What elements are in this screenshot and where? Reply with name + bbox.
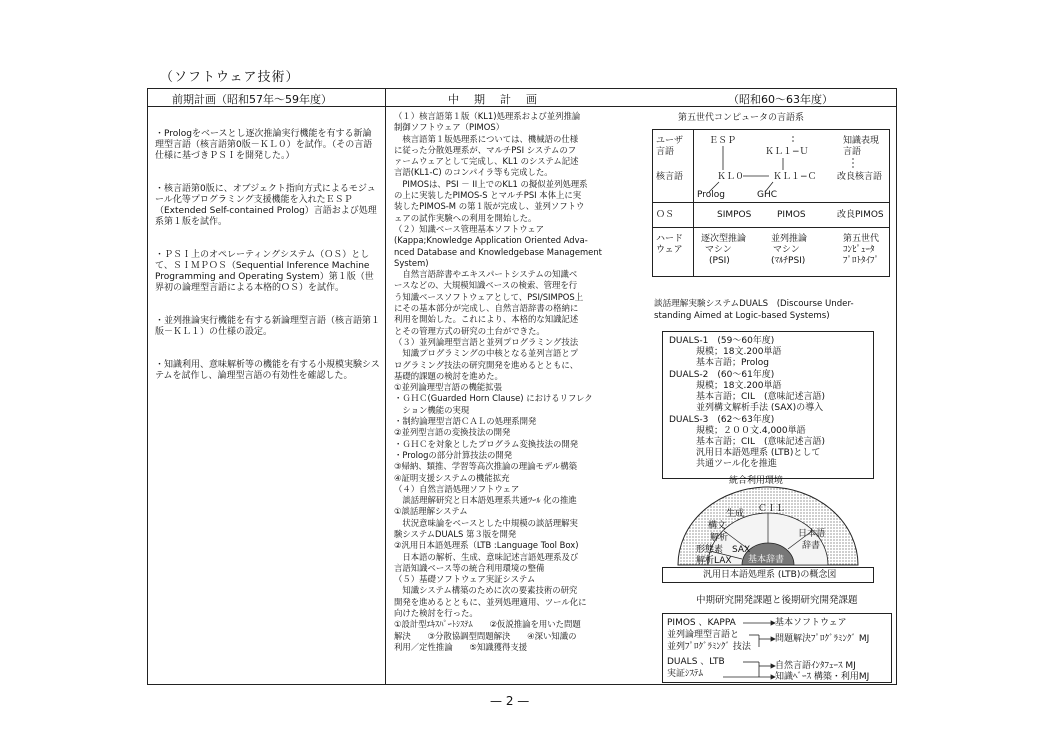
middle-line: にその基本部分が完成し、自然言語辞書の格納に xyxy=(394,303,579,314)
ltb-gen: 生成 xyxy=(726,509,745,519)
middle-line: （５）基礎ソフトウェア実証システム xyxy=(394,574,536,585)
middle-line: 開発を進めるとともに、並列処理適用、ツール化に xyxy=(394,596,587,607)
duals-line: 基本言語；CIL (意味記述言語) xyxy=(669,437,825,447)
midterm-left: 並列ﾌﾟﾛｸﾞﾗﾐﾝｸﾞ 技法 xyxy=(667,642,751,652)
middle-line: ②並列型言語の変換技法の開発 xyxy=(394,427,511,438)
column-divider xyxy=(385,89,386,684)
lang-table xyxy=(652,129,890,277)
midterm-right: 問題解決ﾌﾟﾛｸﾞﾗﾐﾝｸﾞ MJ xyxy=(775,634,870,644)
duals-title-1: 談話理解実験システムDUALS (Discourse Under- xyxy=(654,299,854,309)
lang-arrows xyxy=(653,130,891,278)
row-core: 核言語 xyxy=(656,172,684,182)
fifth-gen-2: ｺﾝﾋﾟｭｰﾀ xyxy=(843,245,875,255)
improved-pimos-label: 改良PIMOS xyxy=(837,210,884,220)
middle-line: 向けた検討を行った。 xyxy=(394,608,478,619)
middle-line: （２）知識ベース管理基本ソフトウェア xyxy=(394,223,544,234)
middle-line: ①設計型ｴｷｽﾊﾟｰﾄｼｽﾃﾑ ②仮説推論を用いた問題 xyxy=(394,619,581,630)
left-item: ・並列推論実行機能を有する新論理型言語（核言語第１版－ＫＬ１）の仕様の設定。 xyxy=(155,316,381,337)
duals-line: 基本言語；Prolog xyxy=(669,358,769,368)
ltb-lax: 解析LAX xyxy=(696,556,732,566)
duals-box xyxy=(662,331,874,486)
ltb-jp-dict-2: 辞書 xyxy=(802,541,821,551)
middle-line: （３）並列論理型言語と並列プログラミング技法 xyxy=(394,336,579,347)
middle-line: System) xyxy=(394,257,429,268)
seq-machine-2: マシン xyxy=(705,245,732,255)
middle-line: nced Database and Knowledgebase Management xyxy=(394,246,602,257)
middle-line: ・制約論理型言語ＣＡＬの処理系開発 xyxy=(394,416,537,427)
ltb-caption: 汎用日本語処理系 (LTB)の概念図 xyxy=(703,570,837,580)
duals-line: 共通ツール化を推進 xyxy=(669,459,777,469)
duals-title-2: standing Aimed at Logic-based Systems) xyxy=(654,311,830,321)
middle-line: ・ＧＨＣを対象としたプログラム変換技法の開発 xyxy=(394,438,579,449)
midterm-left: 実証ｼｽﾃﾑ xyxy=(667,669,704,679)
middle-line: ④証明支援システムの機能拡充 xyxy=(394,472,510,483)
midterm-arrows xyxy=(663,614,893,684)
kl1u-label: ＫＬ１−Ｕ xyxy=(765,147,809,157)
middle-line: ①並列論理型言語の機能拡張 xyxy=(394,382,503,393)
duals-line: 基本言語；CIL (意味記述言語) xyxy=(669,392,825,402)
middle-line: 日本語の解析、生成、意味記述言語処理系及び xyxy=(394,551,579,562)
row-hw: ハード xyxy=(656,234,684,244)
fifth-gen: 第五世代 xyxy=(843,234,880,244)
middle-line: ログラミング技法の研究開発を進めるとともに、 xyxy=(394,359,579,370)
left-item: ・Prologをベースとし逐次推論実行機能を有する新論理型言語（核言語第0版－ＫＬ０）を試作。（その言語仕様に基づきＰＳＩを開発した。） xyxy=(155,129,373,161)
middle-line: 状況意味論をベースとした中規模の談話理解実 xyxy=(394,517,578,528)
middle-line: う知識ベースソフトウェアとして、PSI/SIMPOS上 xyxy=(394,291,584,302)
middle-line: ・Prologの部分計算技法の開発 xyxy=(394,449,513,460)
par-machine-3: (ﾏﾙﾁPSI) xyxy=(771,256,806,266)
ltb-morph: 形態素 xyxy=(696,545,724,555)
midterm-title: 中期研究開発課題と後期研究開発課題 xyxy=(696,595,858,606)
midterm-right: 基本ソフトウェア xyxy=(775,618,847,628)
duals-line: DUALS-1 (59〜60年度) xyxy=(669,336,775,346)
section-heading: （ソフトウェア技術） xyxy=(160,70,300,85)
midterm-left: 並列論理型言語と xyxy=(667,630,740,640)
middle-line: （１）核言語第１版（KL1)処理系および並列推論 xyxy=(394,111,581,121)
pimos-label: PIMOS xyxy=(777,210,806,220)
middle-line: ③帰納、類推、学習等高次推論の理論モデル構築 xyxy=(394,461,577,472)
middle-line: ション機能の実現 xyxy=(394,404,470,415)
duals-line: DUALS-2 (60〜61年度) xyxy=(669,370,775,380)
middle-line: （４）自然言語処理ソフトウェア xyxy=(394,483,520,494)
ltb-caption-box xyxy=(662,567,874,583)
knowledge-label: 知識表現 xyxy=(843,136,880,146)
left-item: ・ＰＳＩ上のオペレーティングシステム（ＯＳ）として、ＳＩＭＰＯＳ（Sequential Inference Machine Programming and Operating System）第１版（世界初の論理型言語による本格的ＯＳ）を試作。 xyxy=(155,250,374,293)
ltb-env: 統合利用環境 xyxy=(729,476,784,486)
seq-machine-3: (PSI) xyxy=(709,256,730,266)
header-right: （昭和60〜63年度） xyxy=(728,93,833,106)
header-left: 前期計画（昭和57年〜59年度） xyxy=(172,93,332,106)
middle-line: 利用を開始した。これにより、本格的な知識記述 xyxy=(394,314,579,325)
seq-machine: 逐次型推論 xyxy=(701,234,747,244)
fifth-gen-3: ﾌﾟﾛﾄﾀｲﾌﾟ xyxy=(843,256,880,266)
middle-line: とその管理方式の研究の土台ができた。 xyxy=(394,325,545,336)
middle-line: 験システムDUALS 第３版を開発 xyxy=(394,528,517,539)
middle-line: に従った分散処理系が、マルチPSI システムのフ xyxy=(394,144,577,155)
ltb-syn: 構文 xyxy=(708,521,727,531)
middle-line: 言語(KL1-C) のコンパイラ等も完成した。 xyxy=(394,167,553,178)
header-center: 中 期 計 画 xyxy=(448,93,539,106)
middle-line: 言語知識ベース等の統合利用環境の整備 xyxy=(394,562,545,573)
duals-line: DUALS-3 (62〜63年度) xyxy=(669,415,775,425)
middle-line: ②汎用日本語処理系（LTB :Language Tool Box) xyxy=(394,540,579,551)
duals-line: 規模；18文.200単語 xyxy=(669,347,782,357)
simpos-label: SIMPOS xyxy=(717,210,752,220)
middle-line: 制御ソフトウェア（PIMOS） xyxy=(394,122,505,133)
middle-line: ースなどの、大規模知識ベースの検索、管理を行 xyxy=(394,280,578,291)
middle-line: ェアの試作実験への利用を開始した。 xyxy=(394,212,537,223)
middle-line: 自然言語辞書やエキスパートシステムの知識ベ xyxy=(394,269,578,280)
duals-line: 汎用日本語処理系 (LTB)として xyxy=(669,448,821,458)
par-machine: 並列推論 xyxy=(771,234,808,244)
middle-column xyxy=(394,111,644,653)
middle-line: 基礎的課題の検討を進めた。 xyxy=(394,370,503,381)
esp-label: ＥＳＰ xyxy=(709,136,737,146)
duals-line: 規模；18文.200単語 xyxy=(669,381,782,391)
ltb-sax: SAX xyxy=(732,545,751,555)
row-hw-2: ウェア xyxy=(656,245,683,255)
middle-line: (Kappa;Knowledge Application Oriented Adva- xyxy=(394,235,588,246)
row-user: ユーザ xyxy=(656,136,684,146)
knowledge-label-2: 言語 xyxy=(843,147,862,157)
midterm-left: PIMOS 、KAPPA xyxy=(667,618,736,628)
par-machine-2: マシン xyxy=(773,245,800,255)
ghc-label: GHC xyxy=(757,190,778,200)
duals-line: 規模；２００文.4,000単語 xyxy=(669,426,806,436)
middle-line: ァームウェアとして完成し、KL1 のシステム記述 xyxy=(394,156,579,167)
middle-line: 知識プログラミングの中核となる並列言語とプ xyxy=(394,348,579,359)
ltb-cil: ＣＩＬ xyxy=(758,504,786,514)
middle-line: 解決 ③分散協調型問題解決 ④深い知識の xyxy=(394,630,577,641)
ltb-anal: 解析 xyxy=(710,533,729,543)
ltb-jp-dict-1: 日本語 xyxy=(798,529,826,539)
duals-line: 並列構文解析手法 (SAX)の導入 xyxy=(669,403,824,413)
improved-core-label: 改良核言語 xyxy=(837,172,883,182)
middle-line: 核言語第１版処理系については、機械語の仕様 xyxy=(394,133,579,144)
row-user-2: 言語 xyxy=(656,147,675,157)
left-item: ・核言語第0版に、オブジェクト指向方式によるモジュール化等プログラミング支援機能を入れたＥＳＰ（Extended Self-contained Prolog）言語および処理系第１版を試作。 xyxy=(155,184,377,227)
midterm-right: 自然言語ｲﾝﾀﾌｪｰｽ MJ xyxy=(775,661,856,671)
middle-line: 談話理解研究と日本語処理系共通ﾂｰﾙ 化の推進 xyxy=(394,495,577,506)
lang-table-title: 第五世代コンピュータの言語系 xyxy=(678,113,805,123)
middle-line: ①談話理解システム xyxy=(394,506,468,517)
kl0-label: ＫＬ０ xyxy=(717,172,745,182)
middle-line: PIMOSは、PSI － II上でのKL1 の擬似並列処理系 xyxy=(394,178,588,189)
middle-line: ・ＧＨＣ(Guarded Horn Clause) におけるリフレク xyxy=(394,393,593,404)
middle-line: の上に実装したPIMOS-S とマルチPSI 本体上に実 xyxy=(394,190,582,201)
row-os: ＯＳ xyxy=(656,210,675,220)
page-number: — 2 — xyxy=(490,694,530,708)
middle-line: 利用／定性推論 ⑤知識獲得支援 xyxy=(394,641,528,652)
ltb-basic: 基本辞書 xyxy=(748,555,785,565)
midterm-left: DUALS 、LTB xyxy=(667,657,725,667)
left-item: ・知識利用、意味解析等の機能を有する小規模実験システムを試作し、論理型言語の有効性を確認した。 xyxy=(155,360,380,381)
left-column xyxy=(155,129,380,404)
kl1c-label: ＫＬ１−Ｃ xyxy=(773,172,817,182)
prolog-label: Prolog xyxy=(697,190,725,200)
midterm-box xyxy=(662,613,892,683)
middle-line: 知識システム構築のために次の要素技術の研究 xyxy=(394,585,578,596)
plan-table xyxy=(147,88,897,685)
middle-line: 装したPIMOS-M の第１版が完成し、並列ソフトウ xyxy=(394,201,585,212)
midterm-right: 知識ﾍﾞｰｽ 構築・利用MJ xyxy=(775,672,870,682)
